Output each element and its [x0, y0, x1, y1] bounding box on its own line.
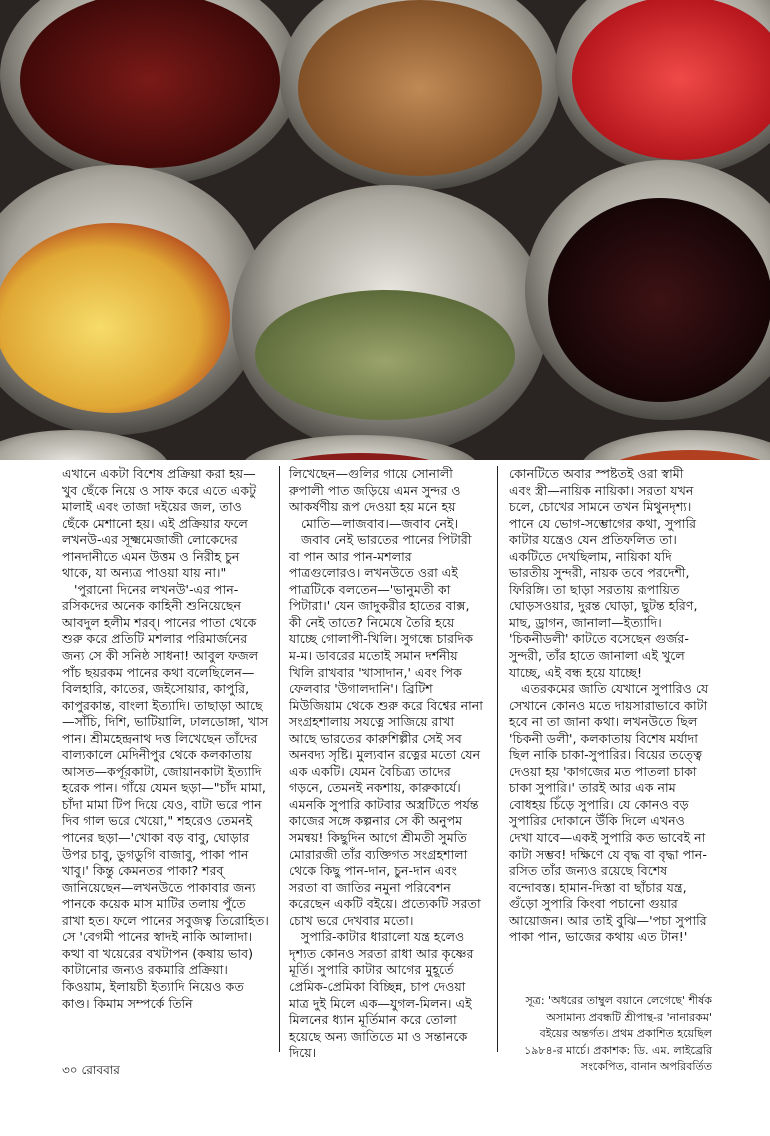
- spice-tins-photo: [0, 0, 770, 460]
- paragraph: এতরকমের জাতি যেখানে সুপারিও যে সেখানে কোনও মতে দায়সারাভাবে কাটা হবে না তা জানা কথা। লখনউতে ছিল 'চিকনী ডলী', কলকাতায় বিশেষ মর্যাদা ছিল নাকি চাকা-সুপারির। বিয়ের তত্ত্বে দেওয়া হয় 'কাগজের মত পাতলা চাকা চাকা সুপারি।' তারই আর এক নাম বোধহয় চিঁড়ে সুপারি। যে কোনও বড় সুপারির দোকানে উঁকি দিলে এখনও দেখা যাবে—একই সুপারি কত ভাবেই না কাটা সম্ভব! দক্ষিণে যে বৃদ্ধ বা বৃদ্ধা পান-রসিত তাঁর জন্যও রয়েছে বিশেষ বন্দোবস্ত। হামান-দিস্তা বা ছাঁচার যন্ত্র, গুঁড়ো সুপারি কিংবা পচানো গুয়ার আয়োজন। আর তাই বুঝি—'পচা সুপারি পাকা পান, ভাজের কথায় এত টান!': [509, 681, 709, 945]
- paragraph: 'পুরানো দিনের লখনউ'-এর পান-রসিকদের অনেক কাহিনী শুনিয়েছেন আবদুল হলীম শরব্। পানের পাতা থেকে শুরু করে প্রতিটি মশলার পরিমার্জনের জন্য সে কী সনিষ্ঠ সাধনা! আবুল ফজল পাঁচ ছয়রকম পানের কথা বলেছিলেন—বিলহারি, কাতের, জইসোয়ার, কাপুরি, কাপুরকান্ত, বাংলা ইত্যাদি। তাছাড়া আছে—সাঁচি, দিশি, ভাটিয়ালি, ঢালডোঙ্গা, খাস পান। শ্রীমহেন্দ্রনাথ দত্ত লিখেছেন তাঁদের বাল্যকালে মেদিনীপুর থেকে কলকাতায় আসত—কর্পূরকাটা, জোয়ানকাটা ইত্যাদি হরেক পান। গাঁয়ে যেমন ছড়া—"চাঁদ মামা, চাঁদা মামা টিপ দিয়ে যেও, বাটা ভরে পান দিব গাল ভরে খেয়ো," শহরেও তেমনই পানের ছড়া—'খোকা বড় বাবু, ঘোড়ার উপর চাবু, ডুগডুগি বাজাবু, পাকা পান খাবু।' কিন্তু কেমনতর পাকা? শরব্ জানিয়েছেন—লখনউতে পাকাবার জন্য পানকে কয়েক মাস মাটির তলায় পুঁতে রাখা হত। ফলে পানের সবুজত্ব তিরোহিত। সে 'বেগমী পানের স্বাদই নাকি আলাদা। কত্থা বা খয়েরের বখটাপন (কষায় ভাব) কাটানোর জন্যও রকমারি প্রক্রিয়া। কিওয়াম, ইলায়চী ইত্যাদি নিয়েও কত কাণ্ড। কিমাম সম্পর্কে তিনি: [62, 581, 269, 1011]
- text-column-3: [509, 466, 709, 946]
- paragraph: সুপারি-কাটার ধারালো যন্ত্র হলেও দৃশ্যত কোনও সরতা রাধা আর কৃষ্ণের মূর্তি। সুপারি কাটার আগের মুহূর্তে প্রেমিক-প্রেমিকা বিচ্ছিন্ন, চাপ দেওয়া মাত্র দুই মিলে এক—যুগল-মিলন। এই মিলনের ধ্যান মূর্তিমান করে তোলা হয়েছে অন্য জাতিতে মা ও সন্তানকে দিয়ে।: [289, 929, 474, 1061]
- paragraph: কোনটিতে অবার স্পষ্টতই ওরা স্বামী এবং স্ত্রী—নায়িক নায়িকা। সরতা যখন চলে, চোখের সামনে তখন মিথুনদৃশ্য। পানে যে ভোগ-সম্ভোগের কথা, সুপারি কাটার যন্ত্রেও যেন প্রতিফলিত তা। একটিতে দেখছিলাম, নায়িকা যদি ভারতীয় সুন্দরী, নায়ক তবে পরদেশী, ফিরিঙ্গি। তা ছাড়া সরতায় রূপায়িত ঘোড়সওয়ার, দুরন্ত ঘোড়া, ছুটন্ত হরিণ, মাছ, ড্রাগন, জানালা—ইত্যাদি। 'চিকনীডলী' কাটতে বসেছেন গুর্জর-সুন্দরী, তাঁর হাতে জানালা এই খুলে যাচ্ছে, এই বন্ধ হয়ে যাচ্ছে!: [509, 466, 698, 680]
- magazine-name: রোববার: [81, 1063, 120, 1077]
- paragraph: লিখেছেন—গুলির গায়ে সোনালী রুপালী পাত জড়িয়ে এমন সুন্দর ও আকর্ষণীয় রূপ দেওয়া হয় মনে হয়: [289, 466, 461, 515]
- column-divider: [279, 466, 280, 1052]
- text-column-1: [62, 466, 270, 1012]
- paragraph: জবাব নেই ভারতের পানের পিটারী বা পান আর পান-মশলার পাত্রগুলোরও। লখনউতে ওরা এই পাত্রটিকে বলতেন—'ভানুমতী কা পিটারা।' যেন জাদুকরীর হাতের বাক্স, কী নেই তাতে? নিমেষে তৈরি হয়ে যাচ্ছে গোলাপী-খিলি। সুগন্ধে চারদিক ম-ম। ডাবরের মতোই সমান দর্শনীয় খিলি রাখবার 'খাসাদান,' এবং পিক ফেলবার 'উগালদানি'। ব্রিটিশ মিউজিয়াম থেকে শুরু করে বিশ্বের নানা সংগ্রহশালায় সযত্নে সাজিয়ে রাখা আছে ভারতের কারুশিল্পীর সেই সব অনবদ্য সৃষ্টি। মুল্যবান রত্নের মতো যেন এক একটি। যেমন বৈচিত্র্য তাদের গড়নে, তেমনই নকশায়, কারুকার্যে। এমনকি সুপারি কাটবার অস্ত্রটিতে পর্যন্ত কাজের সঙ্গে কল্পনার সে কী অনুপম সমন্বয়! কিছুদিন আগে শ্রীমতী সুমতি মোরারজী তাঁর ব্যক্তিগত সংগ্রহশালা থেকে কিছু পান-দান, চুন-দান এবং সরতা বা জাতির নমুনা পরিবেশন করেছেন একটি বইয়ে। প্রত্যেকটি সরতা চোখ ভরে দেখবার মতো।: [289, 532, 483, 928]
- column-divider: [497, 466, 498, 1052]
- page-number: ৩০: [62, 1063, 78, 1077]
- source-credit: সূত্র: 'অধরের তাম্বুল বয়ানে লেগেছে' শীর্ষক অসামান্য প্রবন্ধটি শ্রীপান্থ-র 'নানারকম' বইয়ের অন্তর্গত। প্রথম প্রকাশিত হয়েছিল ১৯৮৪-র মার্চে। প্রকাশক: ডি. এম. লাইব্রেরি সংকেপিত, বানান অপরিবর্তিত: [524, 994, 712, 1073]
- paragraph: মোতি—লাজবাব।—জবাব নেই।: [301, 515, 459, 531]
- page-footer: [62, 1062, 120, 1082]
- text-column-2: [289, 466, 485, 1062]
- paragraph: এখানে একটা বিশেষ প্রক্রিয়া করা হয়—খুব ছেঁকে নিয়ে ও সাফ করে এতে একটু মালাই এবং তাজা দইয়ের জল, তাও ছেঁকে মেশানো হয়। এই প্রক্রিয়ার ফলে লখনউ-এর সূক্ষ্মমেজাজী লোকেদের পানদানীতে এমন উত্তম ও নিরীহ চুন থাকে, যা অন্যত্র পাওয়া যায় না।": [62, 466, 257, 581]
